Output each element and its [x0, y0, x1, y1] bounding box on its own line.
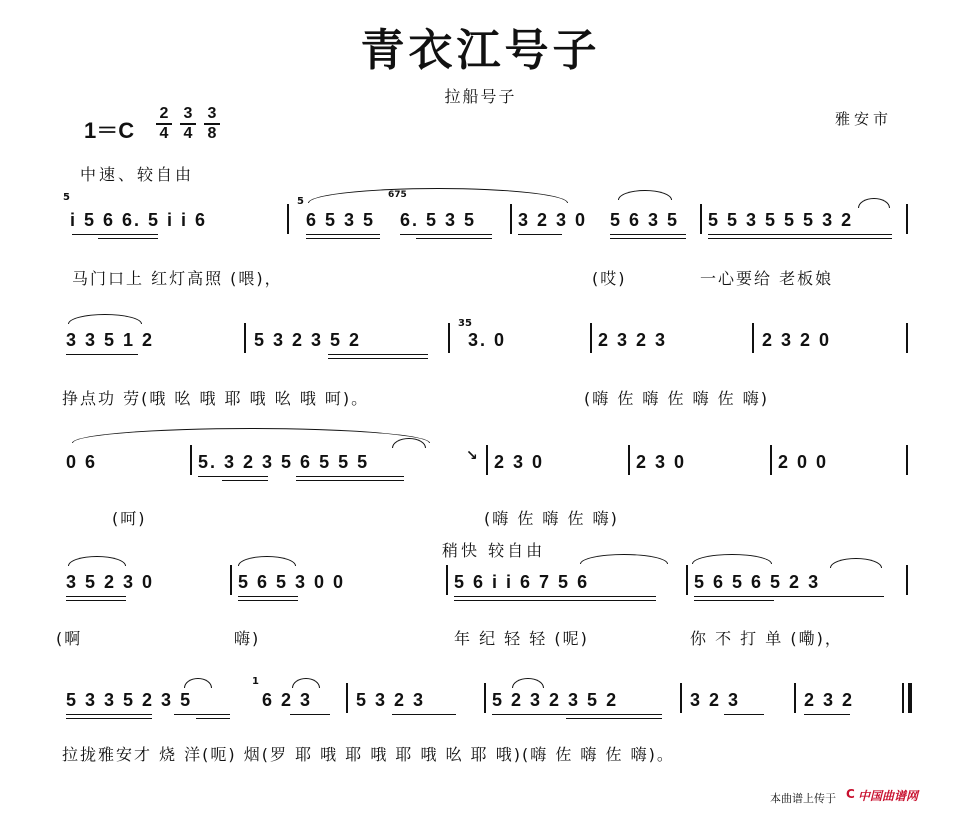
lyrics-line: 拉拢雅安才 烧 洋(呃) 烟(罗 耶 哦 耶 哦 耶 哦 吆 耶 哦)(嗨 佐 嗨 佐 嗨)。	[62, 745, 675, 764]
tempo-marking: 中速、较自由	[80, 165, 195, 184]
triplet-slur	[68, 556, 126, 566]
lyrics-line: (嗨 佐 嗨 佐 嗨 佐 嗨)	[584, 389, 770, 408]
breath-mark: ↘	[466, 448, 478, 464]
underline	[290, 714, 330, 715]
meter-3-4: 3 4	[180, 106, 196, 142]
underline	[296, 476, 404, 477]
underline	[610, 238, 686, 239]
measure: 2 3 2 0	[762, 330, 832, 350]
grace-note: 5	[63, 192, 70, 203]
triplet-slur	[238, 556, 296, 566]
final-barline-thick	[908, 683, 912, 713]
underline	[518, 234, 562, 235]
barline	[794, 683, 796, 713]
barline	[628, 445, 630, 475]
phrase-slur	[580, 554, 668, 564]
underline	[454, 600, 656, 601]
underline	[566, 718, 662, 719]
subtitle: 拉船号子	[444, 87, 517, 106]
measure: 5 5 3 5 5 5 3 2	[708, 210, 854, 230]
underline	[328, 358, 428, 359]
barline	[906, 445, 908, 475]
underline	[296, 480, 404, 481]
measure: 5 6 5 3 0 0	[238, 572, 346, 592]
barline	[346, 683, 348, 713]
region-label: 雅安市	[835, 110, 893, 128]
underline	[804, 714, 850, 715]
barline	[484, 683, 486, 713]
underline	[66, 354, 138, 355]
underline	[694, 600, 774, 601]
barline	[752, 323, 754, 353]
measure: 3. 0	[468, 330, 507, 350]
underline	[454, 596, 656, 597]
barline	[686, 565, 688, 595]
underline	[196, 718, 230, 719]
measure: 6. 5 3 5	[400, 210, 477, 230]
barline	[906, 204, 908, 234]
measure: 2 3 2	[804, 690, 855, 710]
lyrics-line: 你 不 打 单 (嘞)，	[690, 629, 843, 648]
barline	[486, 445, 488, 475]
lyrics-line: (嗨 佐 嗨 佐 嗨)	[484, 509, 619, 528]
tie-slur	[858, 198, 890, 208]
meter-2-4: 2 4	[156, 106, 172, 142]
lyrics-line: 马门口上 红灯高照 (喂)，	[72, 269, 283, 288]
underline	[708, 234, 892, 235]
grace-note: 1	[252, 676, 259, 687]
triplet-slur	[618, 190, 672, 200]
measure: 6 5 3 5	[306, 210, 376, 230]
triplet-slur	[68, 314, 142, 324]
site-name[interactable]: 中国曲谱网	[858, 789, 919, 803]
measure: 6 2 3	[262, 690, 313, 710]
phrase-slur	[72, 428, 430, 443]
measure: 5 6 i i 6 7 5 6	[454, 572, 590, 592]
measure: 3 3 5 1 2	[66, 330, 155, 350]
measure: i 5 6 6. 5 i i 6	[70, 210, 208, 230]
barline	[906, 565, 908, 595]
lyrics-line: 一心要给 老板娘	[700, 269, 834, 288]
lyrics-line: (呵)	[112, 509, 147, 528]
underline	[72, 234, 158, 235]
triplet-slur	[692, 554, 772, 564]
barline	[680, 683, 682, 713]
measure: 5 3 2 3 5 2	[254, 330, 362, 350]
meter-3-8: 3 8	[204, 106, 220, 142]
footer-label: 本曲谱上传于	[770, 792, 836, 805]
underline	[198, 476, 268, 477]
tie-slur	[292, 678, 320, 688]
underline	[98, 238, 158, 239]
grace-note: 5	[297, 196, 304, 207]
underline	[694, 596, 884, 597]
underline	[610, 234, 686, 235]
grace-note: 675	[388, 190, 407, 200]
measure: 5 3 2 3	[356, 690, 426, 710]
underline	[416, 238, 492, 239]
key-signature: 1＝C	[84, 118, 135, 143]
barline	[244, 323, 246, 353]
underline	[328, 354, 428, 355]
barline	[906, 323, 908, 353]
tie-slur	[512, 678, 544, 688]
measure: 5 6 5 6 5 2 3	[694, 572, 821, 592]
underline	[174, 714, 230, 715]
barline	[770, 445, 772, 475]
lyrics-line: (啊	[56, 629, 83, 648]
underline	[306, 234, 380, 235]
measure: 0 6	[66, 452, 98, 472]
barline	[287, 204, 289, 234]
barline	[510, 204, 512, 234]
measure: 2 0 0	[778, 452, 829, 472]
measure: 2 3 2 3	[598, 330, 668, 350]
page-title: 青衣江号子	[360, 25, 601, 76]
grace-note: 35	[458, 318, 472, 329]
underline	[66, 600, 126, 601]
underline	[400, 234, 492, 235]
underline	[724, 714, 764, 715]
measure: 5 3 3 5 2 3 5	[66, 690, 193, 710]
site-logo-icon: C	[846, 787, 855, 801]
lyrics-line: 嗨)	[234, 629, 261, 648]
underline	[708, 238, 892, 239]
underline	[306, 238, 380, 239]
barline	[700, 204, 702, 234]
underline	[66, 718, 152, 719]
underline	[222, 480, 268, 481]
underline	[392, 714, 456, 715]
underline	[66, 714, 152, 715]
measure: 3 2 3	[690, 690, 741, 710]
measure: 5 6 3 5	[610, 210, 680, 230]
tie-slur	[184, 678, 212, 688]
underline	[238, 600, 298, 601]
measure: 3 2 3 0	[518, 210, 588, 230]
barline	[446, 565, 448, 595]
lyrics-line: 年 纪 轻 轻 (呢)	[454, 629, 589, 648]
underline	[238, 596, 298, 597]
lyrics-line: (哎)	[592, 269, 627, 288]
measure: 3 5 2 3 0	[66, 572, 155, 592]
final-barline-thin	[902, 683, 904, 713]
measure: 5. 3 2 3 5 6 5 5 5	[198, 452, 370, 472]
barline	[230, 565, 232, 595]
barline	[190, 445, 192, 475]
underline	[492, 714, 662, 715]
measure: 2 3 0	[494, 452, 545, 472]
tie-slur	[830, 558, 882, 568]
tempo-marking: 稍快 较自由	[442, 541, 546, 560]
measure: 5 2 3 2 3 5 2	[492, 690, 619, 710]
barline	[590, 323, 592, 353]
barline	[448, 323, 450, 353]
lyrics-line: 挣点功 劳(哦 吆 哦 耶 哦 吆 哦 呵)。	[62, 389, 370, 408]
phrase-slur	[308, 188, 568, 203]
measure: 2 3 0	[636, 452, 687, 472]
underline	[66, 596, 126, 597]
